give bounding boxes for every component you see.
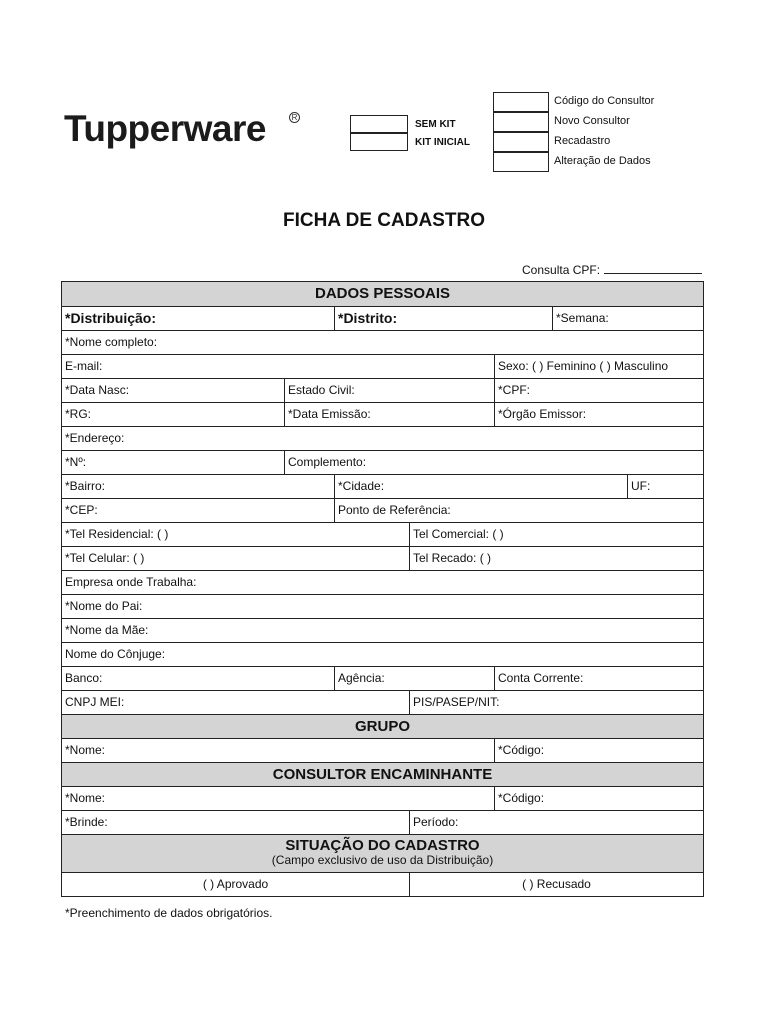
kit-inicial-label: KIT INICIAL [415, 137, 470, 148]
cpf-field[interactable]: *CPF: [494, 379, 703, 402]
recadastro-box[interactable] [493, 132, 549, 152]
tel-residencial-field[interactable]: *Tel Residencial: ( ) [65, 527, 169, 541]
email-field[interactable]: E-mail: [65, 359, 103, 373]
form-row [62, 594, 703, 618]
data-nasc-field[interactable]: *Data Nasc: [65, 383, 130, 397]
section-grupo [62, 714, 703, 738]
form-row [62, 810, 703, 834]
page-title: FICHA DE CADASTRO [283, 210, 485, 231]
grupo-codigo-field[interactable]: *Código: [494, 739, 703, 762]
data-emissao-field[interactable]: *Data Emissão: [284, 403, 494, 426]
novo-consultor-box[interactable] [493, 112, 549, 132]
brinde-field[interactable]: *Brinde: [65, 815, 108, 829]
form-row [62, 618, 703, 642]
ponto-referencia-field[interactable]: Ponto de Referência: [334, 499, 703, 522]
grupo-nome-field[interactable]: *Nome: [65, 743, 106, 757]
consulta-cpf-field[interactable] [604, 262, 702, 274]
situacao-note: (Campo exclusivo de uso da Distribuição) [271, 853, 494, 867]
nome-conjuge-field[interactable]: Nome do Cônjuge: [65, 647, 166, 661]
nome-pai-field[interactable]: *Nome do Pai: [65, 599, 143, 613]
codigo-consultor-label: Código do Consultor [554, 95, 655, 107]
form-row [62, 426, 703, 450]
section-consultor-encaminhante [62, 762, 703, 786]
periodo-field[interactable]: Período: [409, 811, 703, 834]
section-dados-pessoais [62, 282, 703, 306]
form-row [62, 450, 703, 474]
consulta-cpf-label: Consulta CPF: [522, 263, 601, 277]
distrito-field[interactable]: *Distrito: [334, 307, 552, 330]
section-situacao-cadastro [62, 834, 703, 872]
form-row [62, 666, 703, 690]
form-row [62, 786, 703, 810]
tel-celular-field[interactable]: *Tel Celular: ( ) [65, 551, 145, 565]
form-row [62, 378, 703, 402]
consultor-codigo-field[interactable]: *Código: [494, 787, 703, 810]
estado-civil-field[interactable]: Estado Civil: [284, 379, 494, 402]
form-row [62, 872, 703, 896]
endereco-field[interactable]: *Endereço: [65, 431, 125, 445]
orgao-emissor-field[interactable]: *Órgão Emissor: [494, 403, 703, 426]
pis-field[interactable]: PIS/PASEP/NIT: [409, 691, 703, 714]
cnpj-mei-field[interactable]: CNPJ MEI: [65, 695, 125, 709]
form-row [62, 498, 703, 522]
agencia-field[interactable]: Agência: [334, 667, 494, 690]
situacao-title: SITUAÇÃO DO CADASTRO [285, 837, 480, 854]
form-row [62, 690, 703, 714]
form-row [62, 402, 703, 426]
cep-field[interactable]: *CEP: [65, 503, 98, 517]
section-title: CONSULTOR ENCAMINHANTE [272, 766, 493, 783]
novo-consultor-label: Novo Consultor [554, 115, 630, 127]
form-row [62, 546, 703, 570]
conta-corrente-field[interactable]: Conta Corrente: [494, 667, 703, 690]
empresa-field[interactable]: Empresa onde Trabalha: [65, 575, 197, 589]
form-row [62, 642, 703, 666]
codigo-consultor-box[interactable] [493, 92, 549, 112]
bairro-field[interactable]: *Bairro: [65, 479, 106, 493]
distribuicao-field[interactable]: *Distribuição: [65, 310, 157, 326]
consultor-nome-field[interactable]: *Nome: [65, 791, 106, 805]
consulta-cpf [522, 262, 702, 277]
alteracao-dados-label: Alteração de Dados [554, 155, 651, 167]
tel-recado-field[interactable]: Tel Recado: ( ) [409, 547, 703, 570]
form-row [62, 522, 703, 546]
nome-mae-field[interactable]: *Nome da Mãe: [65, 623, 149, 637]
sem-kit-label: SEM KIT [415, 119, 456, 130]
sem-kit-checkbox[interactable] [350, 115, 408, 133]
sexo-field[interactable]: Sexo: ( ) Feminino ( ) Masculino [494, 355, 703, 378]
semana-field[interactable]: *Semana: [552, 307, 703, 330]
numero-field[interactable]: *Nº: [65, 455, 87, 469]
form-row [62, 354, 703, 378]
complemento-field[interactable]: Complemento: [284, 451, 703, 474]
form-row [62, 474, 703, 498]
form-row [62, 570, 703, 594]
tel-comercial-field[interactable]: Tel Comercial: ( ) [409, 523, 703, 546]
form-row [62, 738, 703, 762]
form-row [62, 330, 703, 354]
rg-field[interactable]: *RG: [65, 407, 92, 421]
kit-inicial-checkbox[interactable] [350, 133, 408, 151]
section-title [62, 835, 703, 872]
tupperware-logo: Tupperware [64, 108, 266, 149]
recusado-option[interactable]: ( ) Recusado [409, 873, 703, 896]
aprovado-option[interactable]: ( ) Aprovado [202, 877, 269, 891]
banco-field[interactable]: Banco: [65, 671, 103, 685]
recadastro-label: Recadastro [554, 135, 611, 147]
section-title: DADOS PESSOAIS [314, 285, 451, 302]
registration-form [61, 281, 704, 897]
uf-field[interactable]: UF: [627, 475, 703, 498]
nome-completo-field[interactable]: *Nome completo: [65, 335, 158, 349]
alteracao-dados-box[interactable] [493, 152, 549, 172]
registered-mark: R [289, 112, 300, 123]
required-fields-note: *Preenchimento de dados obrigatórios. [65, 906, 273, 920]
form-row [62, 306, 703, 330]
cidade-field[interactable]: *Cidade: [334, 475, 627, 498]
section-title: GRUPO [354, 718, 410, 735]
